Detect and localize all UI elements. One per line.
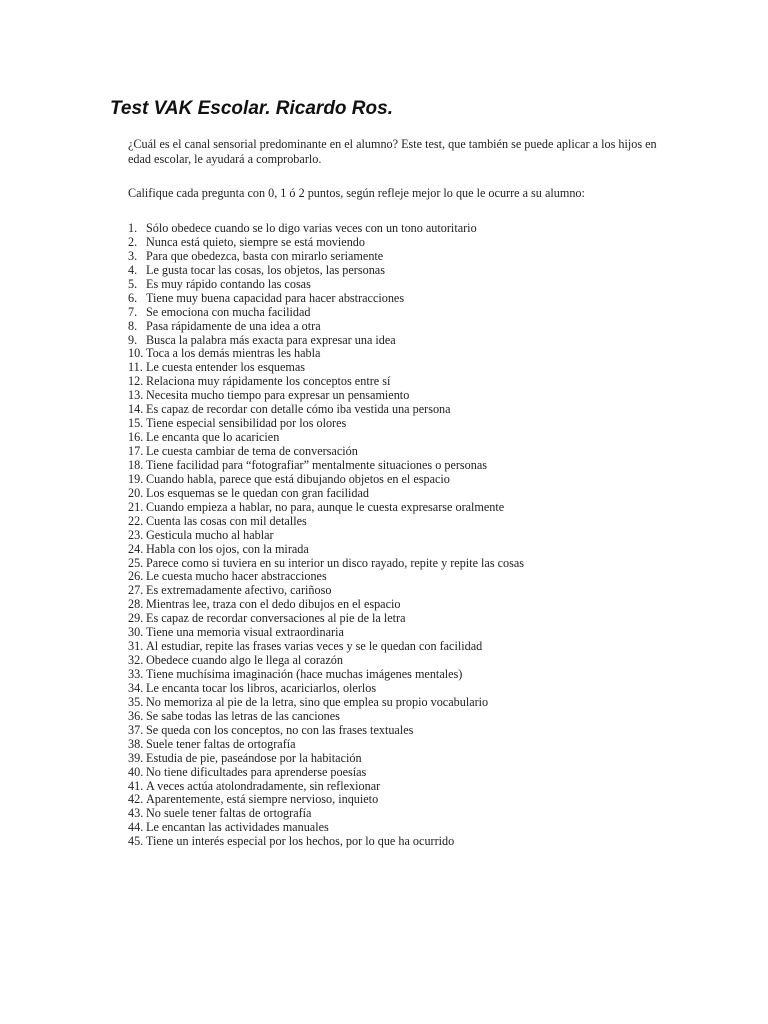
question-item	[128, 626, 688, 640]
question-number: 5.	[128, 276, 138, 291]
question-text: No suele tener faltas de ortografía	[146, 806, 312, 821]
question-item	[128, 543, 688, 557]
question-text: Para que obedezca, basta con mirarlo seriamente	[146, 248, 384, 263]
question-item	[128, 250, 688, 264]
question-item	[128, 654, 688, 668]
question-text: Estudia de pie, paseándose por la habitación	[146, 750, 362, 765]
question-number: 40.	[128, 764, 144, 779]
question-number: 21.	[128, 499, 144, 514]
question-number: 9.	[128, 332, 138, 347]
question-number: 28.	[128, 597, 144, 612]
question-text: Los esquemas se le quedan con gran facilidad	[146, 485, 370, 500]
question-item	[128, 445, 688, 459]
question-number: 14.	[128, 402, 144, 417]
question-item	[128, 529, 688, 543]
question-number: 42.	[128, 792, 144, 807]
question-text: Se emociona con mucha facilidad	[146, 304, 311, 319]
question-text: Cuando empieza a hablar, no para, aunque le cuesta expresarse oralmente	[146, 499, 505, 514]
question-number: 25.	[128, 555, 144, 570]
instructions-paragraph: Califique cada pregunta con 0, 1 ó 2 puntos, según refleje mejor lo que le ocurre a su alumno:	[128, 186, 585, 200]
question-number: 12.	[128, 374, 144, 389]
question-text: Es extremadamente afectivo, cariñoso	[146, 583, 332, 598]
question-text: Necesita mucho tiempo para expresar un pensamiento	[146, 388, 410, 403]
question-number: 11.	[128, 360, 143, 375]
question-text: No memoriza al pie de la letra, sino que emplea su propio vocabulario	[146, 694, 489, 709]
question-item	[128, 557, 688, 571]
question-item	[128, 835, 688, 849]
question-number: 4.	[128, 262, 138, 277]
question-item	[128, 306, 688, 320]
question-text: Aparentemente, está siempre nervioso, inquieto	[146, 792, 379, 807]
question-text: Tiene un interés especial por los hechos, por lo que ha ocurrido	[146, 834, 455, 849]
question-item	[128, 459, 688, 473]
question-item	[128, 598, 688, 612]
question-item	[128, 222, 688, 236]
question-item	[128, 347, 688, 361]
question-number: 26.	[128, 569, 144, 584]
question-number: 13.	[128, 388, 144, 403]
question-number: 18.	[128, 457, 144, 472]
question-item	[128, 668, 688, 682]
question-number: 37.	[128, 722, 144, 737]
question-number: 34.	[128, 680, 144, 695]
question-number: 24.	[128, 541, 144, 556]
question-item	[128, 584, 688, 598]
question-text: Mientras lee, traza con el dedo dibujos en el espacio	[146, 597, 401, 612]
question-number: 16.	[128, 430, 144, 445]
question-number: 35.	[128, 694, 144, 709]
question-text: Parece como si tuviera en su interior un disco rayado, repite y repite las cosas	[146, 555, 525, 570]
question-number: 19.	[128, 471, 144, 486]
question-number: 15.	[128, 416, 144, 431]
question-text: Tiene muy buena capacidad para hacer abstracciones	[146, 290, 405, 305]
question-text: Es capaz de recordar conversaciones al pie de la letra	[146, 611, 406, 626]
question-item	[128, 724, 688, 738]
question-item	[128, 431, 688, 445]
question-item	[128, 501, 688, 515]
question-number: 3.	[128, 248, 138, 263]
question-text: Le cuesta entender los esquemas	[146, 360, 306, 375]
question-text: Cuando habla, parece que está dibujando objetos en el espacio	[146, 471, 450, 486]
question-number: 38.	[128, 736, 144, 751]
question-number: 39.	[128, 750, 144, 765]
question-item	[128, 417, 688, 431]
question-text: Le encanta tocar los libros, acariciarlos, olerlos	[146, 680, 377, 695]
question-text: Al estudiar, repite las frases varias veces y se le quedan con facilidad	[146, 639, 483, 654]
question-list	[128, 222, 688, 849]
question-number: 33.	[128, 667, 144, 681]
question-number: 10.	[128, 346, 144, 361]
question-text: Habla con los ojos, con la mirada	[146, 541, 309, 556]
question-item	[128, 236, 688, 250]
question-item	[128, 264, 688, 278]
question-number: 17.	[128, 444, 144, 458]
question-text: Le encantan las actividades manuales	[146, 820, 329, 835]
question-item	[128, 780, 688, 794]
question-text: Busca la palabra más exacta para expresar una idea	[146, 332, 396, 347]
question-text: Tiene una memoria visual extraordinaria	[146, 625, 344, 640]
question-number: 41.	[128, 778, 144, 793]
question-text: Le gusta tocar las cosas, los objetos, las personas	[146, 262, 385, 277]
question-number: 30.	[128, 625, 144, 640]
question-number: 7.	[128, 304, 138, 319]
question-text: Se sabe todas las letras de las canciones	[146, 708, 340, 723]
question-number: 6.	[128, 290, 138, 305]
question-text: Le cuesta mucho hacer abstracciones	[146, 569, 327, 584]
question-item	[128, 361, 688, 375]
question-item	[128, 807, 688, 821]
question-number: 43.	[128, 806, 144, 821]
question-item	[128, 403, 688, 417]
question-item	[128, 487, 688, 501]
question-text: Obedece cuando algo le llega al corazón	[146, 653, 343, 668]
question-text: Suele tener faltas de ortografía	[146, 736, 296, 751]
question-text: A veces actúa atolondradamente, sin reflexionar	[146, 778, 381, 793]
question-item	[128, 320, 688, 334]
question-item	[128, 334, 688, 348]
question-item	[128, 389, 688, 403]
question-number: 32.	[128, 653, 144, 668]
question-number: 1.	[128, 221, 138, 235]
question-item	[128, 640, 688, 654]
question-text: Le cuesta cambiar de tema de conversación	[146, 444, 358, 458]
question-text: Gesticula mucho al hablar	[146, 527, 274, 542]
question-number: 29.	[128, 611, 144, 626]
question-number: 44.	[128, 820, 144, 835]
question-number: 23.	[128, 527, 144, 542]
intro-paragraph: ¿Cuál es el canal sensorial predominante en el alumno? Este test, que también se puede aplicar a los hijos en edad escolar, le ayudará a comprobarlo.	[128, 137, 657, 166]
question-text: Es muy rápido contando las cosas	[146, 276, 311, 291]
question-text: Tiene facilidad para “fotografiar” mentalmente situaciones o personas	[146, 457, 488, 472]
question-number: 27.	[128, 583, 144, 598]
question-text: Se queda con los conceptos, no con las frases textuales	[146, 722, 414, 737]
question-text: Nunca está quieto, siempre se está moviendo	[146, 234, 365, 249]
question-number: 20.	[128, 485, 144, 500]
question-number: 45.	[128, 834, 144, 849]
question-text: No tiene dificultades para aprenderse poesías	[146, 764, 367, 779]
question-number: 8.	[128, 318, 138, 333]
question-text: Toca a los demás mientras les habla	[146, 346, 321, 361]
question-text: Cuenta las cosas con mil detalles	[146, 513, 307, 528]
question-item	[128, 515, 688, 529]
question-number: 31.	[128, 639, 144, 654]
question-item	[128, 821, 688, 835]
question-item	[128, 766, 688, 780]
question-item	[128, 612, 688, 626]
question-number: 2.	[128, 234, 138, 249]
question-text: Le encanta que lo acaricien	[146, 430, 280, 445]
question-text: Tiene muchísima imaginación (hace muchas imágenes mentales)	[146, 667, 463, 681]
question-text: Tiene especial sensibilidad por los olores	[146, 416, 347, 431]
question-item	[128, 278, 688, 292]
question-text: Relaciona muy rápidamente los conceptos entre sí	[146, 374, 391, 389]
question-item	[128, 696, 688, 710]
question-number: 36.	[128, 708, 144, 723]
question-item	[128, 710, 688, 724]
question-number: 22.	[128, 513, 144, 528]
question-item	[128, 473, 688, 487]
question-item	[128, 752, 688, 766]
question-item	[128, 682, 688, 696]
question-text: Es capaz de recordar con detalle cómo iba vestida una persona	[146, 402, 451, 417]
page-title: Test VAK Escolar. Ricardo Ros.	[110, 98, 393, 119]
question-item	[128, 570, 688, 584]
question-item	[128, 738, 688, 752]
question-text: Sólo obedece cuando se lo digo varias veces con un tono autoritario	[146, 221, 477, 235]
question-item	[128, 793, 688, 807]
question-item	[128, 375, 688, 389]
question-item	[128, 292, 688, 306]
question-text: Pasa rápidamente de una idea a otra	[146, 318, 321, 333]
